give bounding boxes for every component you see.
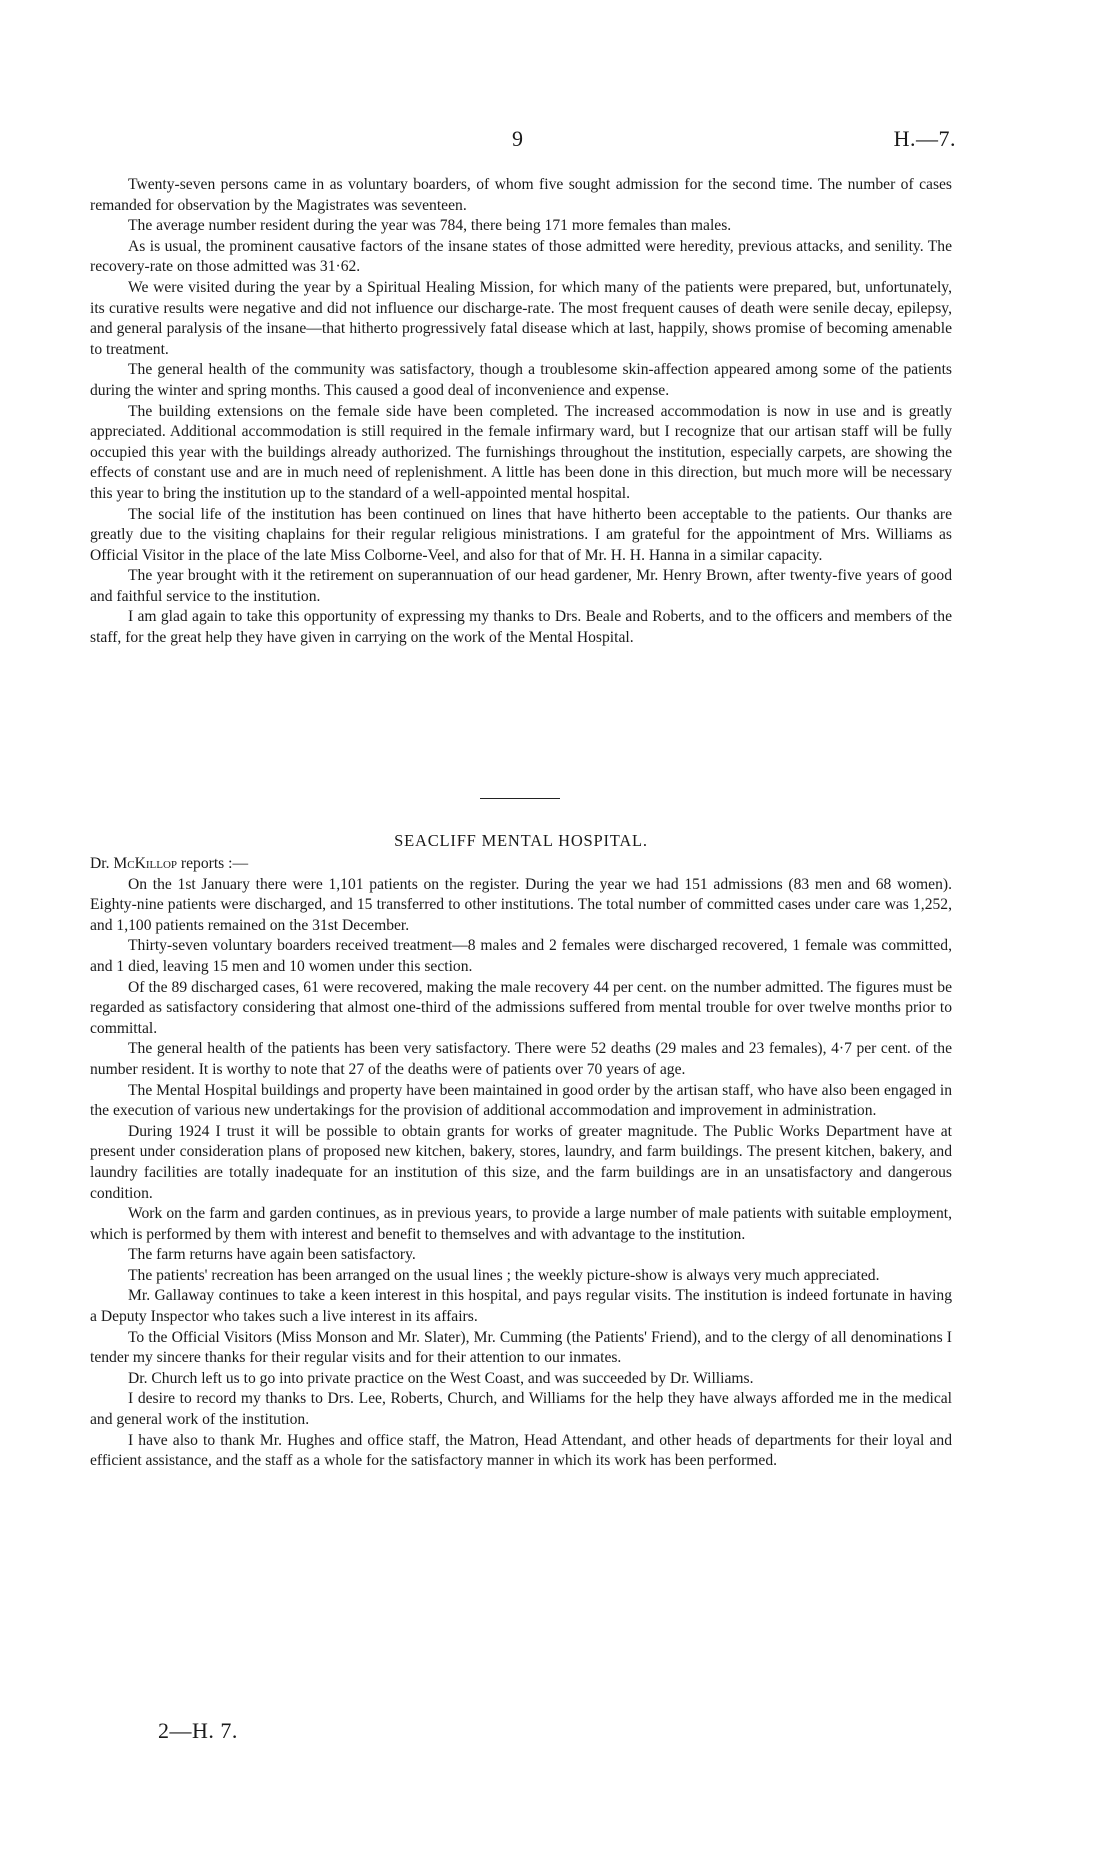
signature-mark: 2—H. 7.: [158, 1718, 238, 1743]
paragraph-recreation: The patients' recreation has been arranged on the usual lines ; the weekly picture-show is always very much appreciated.: [128, 1266, 880, 1284]
seacliff-report: [90, 830, 952, 1472]
paragraph-gallaway: Mr. Gallaway continues to take a keen interest in this hospital, and pays regular visits. The institution is indeed fortunate in having a Deputy Inspector who takes such a live interest in its affairs.: [90, 1287, 952, 1326]
paragraph-thanks-staff: I have also to thank Mr. Hughes and office staff, the Matron, Head Attendant, and other heads of departments for their loyal and efficient assistance, and the staff as a whole for the satisfactory manner in which its work has been performed.: [90, 1431, 952, 1470]
paragraph-buildings: The Mental Hospital buildings and property have been maintained in good order by the artisan staff, who have also been engaged in the execution of various new undertakings for the provision of additional accommodation and improvement in administration.: [90, 1081, 952, 1120]
paragraph-voluntary-boarders: Twenty-seven persons came in as voluntary boarders, of whom five sought admission for the second time. The number of cases remanded for observation by the Magistrates was seventeen.: [90, 176, 952, 214]
paragraph-building-extensions: The building extensions on the female side have been completed. The increased accommodation is now in use and is greatly appreciated. Additional accommodation is still required in the female infirmary ward, but I recognize that our artisan staff will be fully occupied this year with the buildings already authorized. The furnishings throughout the institution, especially carpets, are showing the effects of constant use and are in much need of replenishment. A little has been done in this direction, but much more will be necessary this year to bring the institution up to the standard of a well-appointed mental hospital.: [90, 402, 952, 502]
paragraph-thanks: I am glad again to take this opportunity of expressing my thanks to Drs. Beale and Roberts, and to the officers and members of the staff, for the great help they have given in carrying on the work of the Mental Hospital.: [90, 608, 952, 647]
paragraph-causative-factors: As is usual, the prominent causative factors of the insane states of those admitted were heredity, previous attacks, and senility. The recovery-rate on those admitted was 31·62.: [90, 237, 952, 276]
section-title: SEACLIFF MENTAL HOSPITAL.: [394, 831, 648, 850]
intro-name: McKillop: [113, 855, 178, 872]
report-continuation: [90, 175, 952, 649]
paragraph-deaths: The general health of the patients has been very satisfactory. There were 52 deaths (29 males and 23 females), 4·7 per cent. of the number resident. It is worthy to note that 27 of the deaths were of patients over 70 years of age.: [90, 1040, 952, 1078]
intro-prefix: Dr.: [90, 855, 114, 872]
paragraph-farm-returns: The farm returns have again been satisfactory.: [128, 1246, 416, 1264]
paragraph-farm-work: Work on the farm and garden continues, as in previous years, to provide a large number of male patients with suitable employment, which is performed by them with interest and benefit to themselves and with advantage to the institution.: [90, 1205, 952, 1243]
document-code: H.—7.: [893, 126, 956, 151]
page-number: 9: [512, 126, 523, 151]
paragraph-social-life: The social life of the institution has been continued on lines that have hitherto been acceptable to the patients. Our thanks are greatly due to the visiting chaplains for their regular religious ministrations. I am grateful for the appointment of Mrs. Williams as Official Visitor in the place of the late Miss Colborne-Veel, and also for that of Mr. H. H. Hanna in a similar capacity.: [90, 505, 952, 564]
paragraph-thanks-drs: I desire to record my thanks to Drs. Lee, Roberts, Church, and Williams for the help they have always afforded me in the medical and general work of the institution.: [90, 1390, 952, 1429]
paragraph-discharged-cases: Of the 89 discharged cases, 61 were recovered, making the male recovery 44 per cent. on the number admitted. The figures must be regarded as satisfactory considering that almost one-third of the admissions suffered from mental trouble for over twelve months prior to committal.: [90, 978, 952, 1037]
paragraph-healing-mission: We were visited during the year by a Spiritual Healing Mission, for which many of the patients were prepared, but, unfortunately, its curative results were negative and did not influence our discharge-rate. The most frequent causes of death were senile decay, epilepsy, and general paralysis of the insane—that hitherto progressively fatal disease which at last, happily, shows promise of becoming amenable to treatment.: [90, 278, 952, 358]
paragraph-official-visitors: To the Official Visitors (Miss Monson and Mr. Slater), Mr. Cumming (the Patients' Friend), and to the clergy of all denominations I tender my sincere thanks for their regular visits and for their attention to our inmates.: [90, 1328, 952, 1367]
report-intro: [90, 854, 952, 875]
paragraph-average-resident: The average number resident during the year was 784, there being 171 more females than males.: [128, 217, 732, 235]
paragraph-dr-church: Dr. Church left us to go into private practice on the West Coast, and was succeeded by Dr. Williams.: [128, 1369, 754, 1387]
section-divider: [480, 798, 560, 799]
paragraph-voluntary-treatment: Thirty-seven voluntary boarders received treatment—8 males and 2 females were discharged recovered, 1 female was committed, and 1 died, leaving 15 men and 10 women under this section.: [90, 937, 952, 975]
intro-suffix: reports :—: [177, 855, 249, 872]
paragraph-general-health: The general health of the community was satisfactory, though a troublesome skin-affection appeared among some of the patients during the winter and spring months. This caused a good deal of inconvenience and expense.: [90, 361, 952, 399]
paragraph-grants: During 1924 I trust it will be possible to obtain grants for works of greater magnitude. The Public Works Department have at present under consideration plans of proposed new kitchen, bakery, stores, laundry, and farm buildings. The present kitchen, bakery, and laundry facilities are totally inadequate for an institution of this size, and the farm buildings are in an unsatisfactory and dangerous condition.: [90, 1122, 952, 1202]
paragraph-register: On the 1st January there were 1,101 patients on the register. During the year we had 151 admissions (83 men and 68 women). Eighty-nine patients were discharged, and 15 transferred to other institutions. The total number of committed cases under care was 1,252, and 1,100 patients remained on the 31st December.: [90, 875, 952, 934]
paragraph-retirement: The year brought with it the retirement on superannuation of our head gardener, Mr. Henry Brown, after twenty-five years of good and faithful service to the institution.: [90, 567, 952, 605]
